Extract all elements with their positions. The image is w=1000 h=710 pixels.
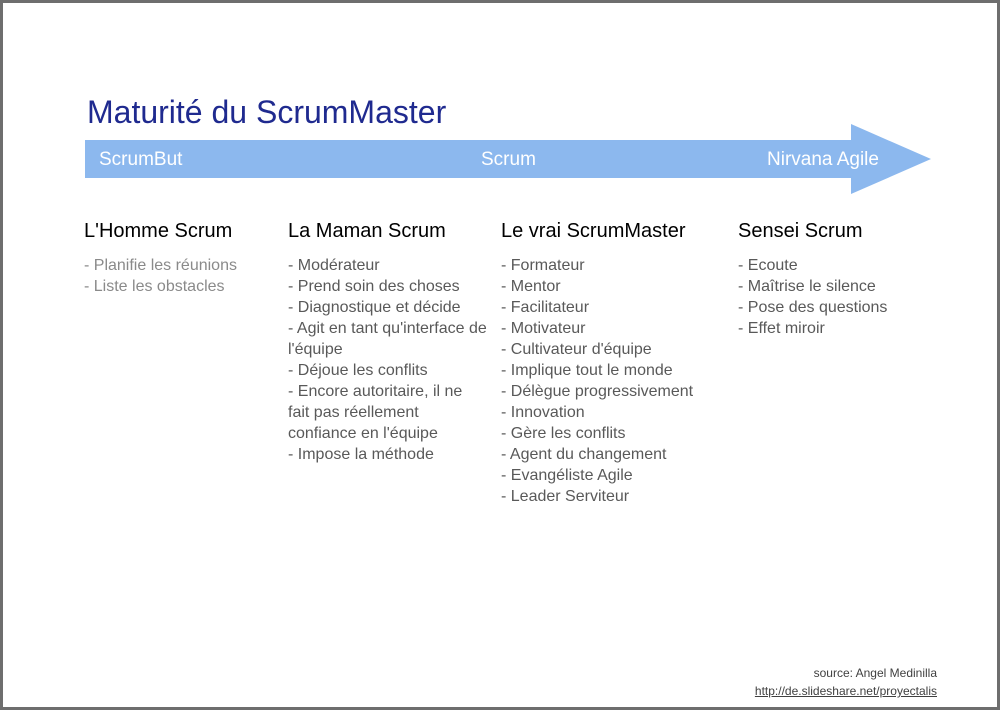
list-item: - Implique tout le monde [501, 360, 721, 381]
list-item: - Motivateur [501, 318, 721, 339]
list-item: - Planifie les réunions [84, 255, 274, 276]
list-item: - Leader Serviteur [501, 486, 721, 507]
column-vrai-scrummaster [501, 219, 721, 507]
list-item: - Liste les obstacles [84, 276, 274, 297]
list-item: - Délègue progressivement [501, 381, 721, 402]
column-list [288, 255, 488, 465]
arrow-label-scrumbut: ScrumBut [99, 149, 183, 170]
list-item: - Gère les conflits [501, 423, 721, 444]
list-item: - Agent du changement [501, 444, 721, 465]
list-item: - Facilitateur [501, 297, 721, 318]
arrow-label-nirvana-agile: Nirvana Agile [767, 149, 879, 170]
list-item: - Maîtrise le silence [738, 276, 958, 297]
column-maman-scrum [288, 219, 488, 465]
column-list [738, 255, 958, 339]
list-item: - Pose des questions [738, 297, 958, 318]
column-list [84, 255, 274, 297]
list-item: - Agit en tant qu'interface de l'équipe [288, 318, 488, 360]
list-item: - Ecoute [738, 255, 958, 276]
list-item: - Cultivateur d'équipe [501, 339, 721, 360]
slide-title: Maturité du ScrumMaster [87, 94, 447, 130]
source-credit [755, 664, 937, 700]
column-sensei-scrum [738, 219, 958, 339]
list-item: - Evangéliste Agile [501, 465, 721, 486]
list-item: - Formateur [501, 255, 721, 276]
list-item: - Mentor [501, 276, 721, 297]
list-item: - Encore autoritaire, il ne fait pas réellement confiance en l'équipe [288, 381, 488, 444]
list-item: - Impose la méthode [288, 444, 488, 465]
column-title: L'Homme Scrum [84, 220, 233, 242]
list-item: - Effet miroir [738, 318, 958, 339]
column-title: Le vrai ScrumMaster [501, 220, 686, 242]
list-item: - Prend soin des choses [288, 276, 488, 297]
source-text: source: Angel Medinilla [813, 666, 937, 680]
column-homme-scrum [84, 219, 274, 297]
list-item: - Modérateur [288, 255, 488, 276]
source-link[interactable]: http://de.slideshare.net/proyectalis [754, 684, 937, 698]
list-item: - Innovation [501, 402, 721, 423]
list-item: - Déjoue les conflits [288, 360, 488, 381]
column-title: La Maman Scrum [288, 220, 446, 242]
arrow-label-scrum: Scrum [481, 149, 536, 170]
column-title: Sensei Scrum [738, 220, 863, 242]
list-item: - Diagnostique et décide [288, 297, 488, 318]
column-list [501, 255, 721, 507]
